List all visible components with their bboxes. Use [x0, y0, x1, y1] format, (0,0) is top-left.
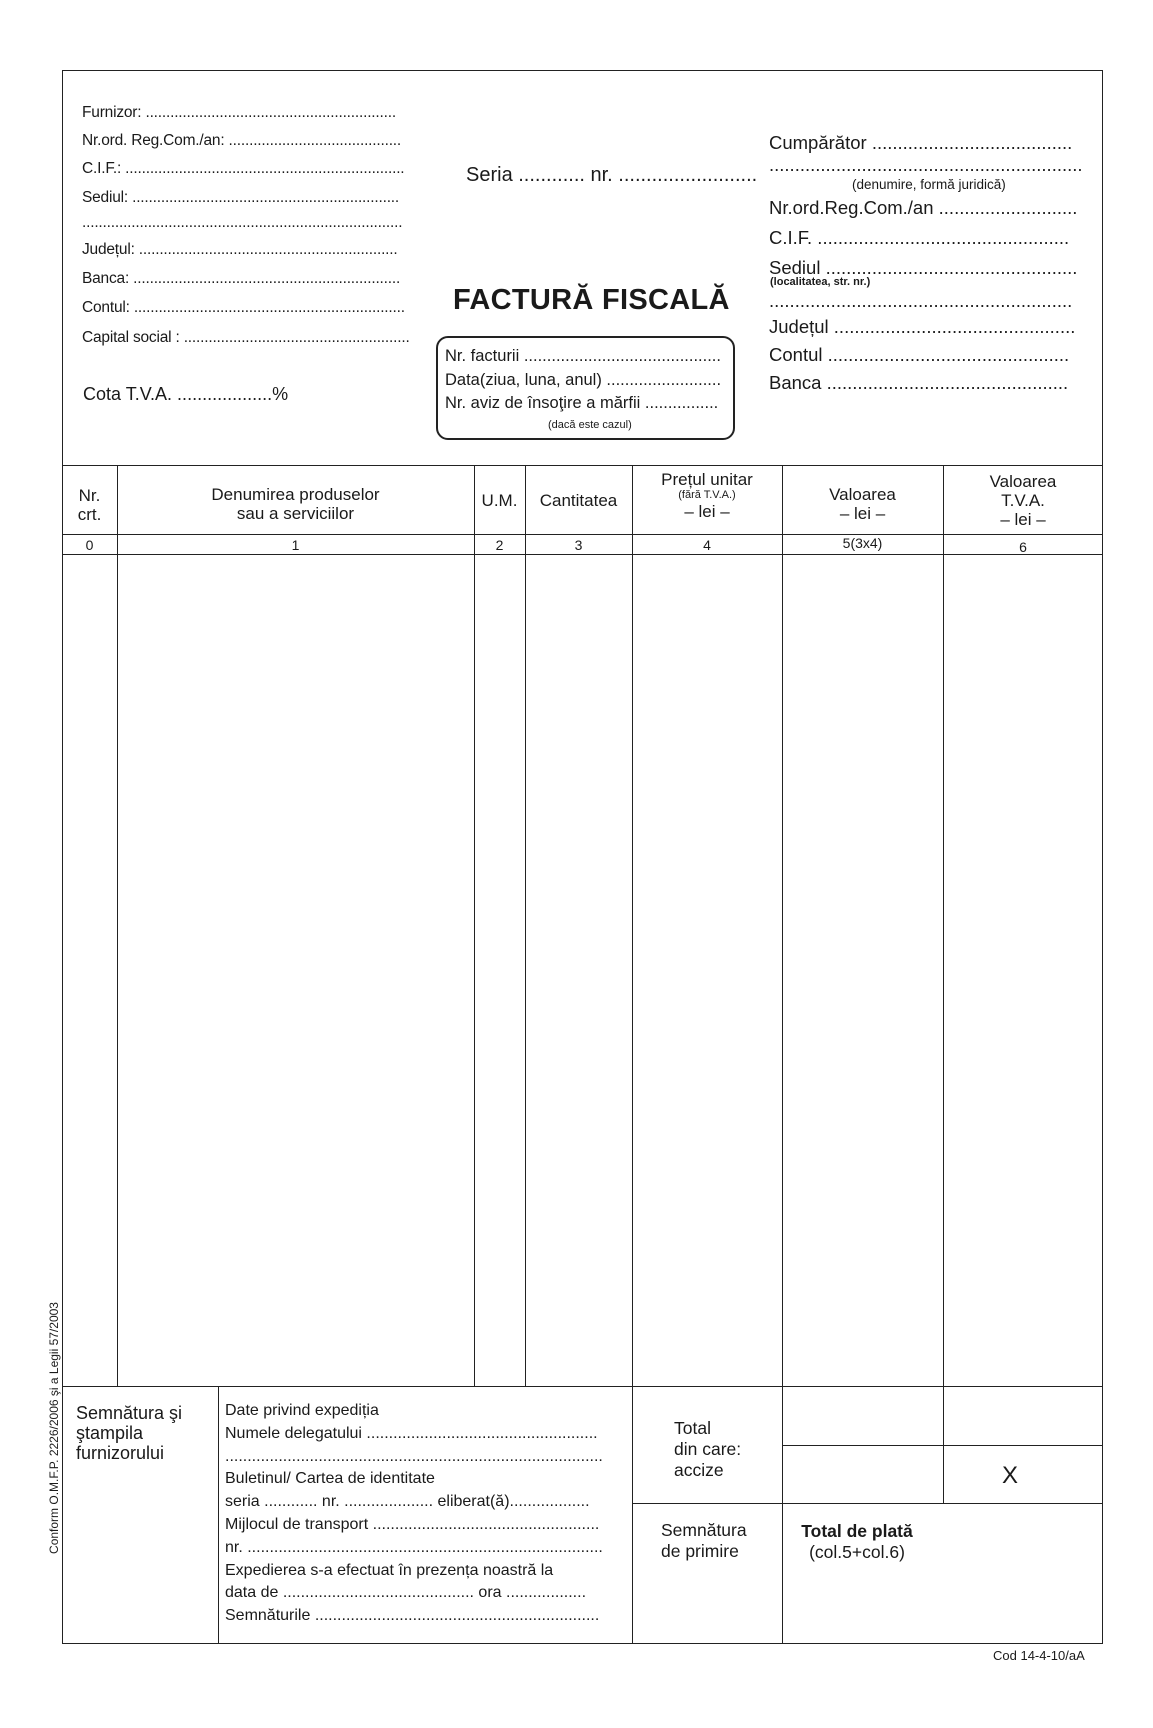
expedition-data-ora: data de ........................................... ora ..................: [225, 1584, 587, 1602]
col-number-3: 3: [574, 537, 583, 553]
box-nr-facturii: Nr. facturii ...........................................: [445, 347, 721, 365]
expedition-semnaturile: Semnăturile ................................................................: [225, 1607, 600, 1625]
invoice-title: FACTURĂ FISCALĂ: [453, 284, 730, 316]
col-header-valoarea-tva: [943, 472, 1103, 529]
supplier-cif: C.I.F.: ....................................................................: [82, 160, 405, 177]
header-bottom-border: [62, 534, 1103, 535]
supplier-sediul: Sediul: .................................................................: [82, 189, 400, 206]
col-number-4: 4: [703, 537, 711, 553]
buyer-contul: Contul ...............................................: [769, 344, 1070, 365]
col-header-crt: crt.: [77, 505, 102, 524]
col-divider-2: [525, 465, 526, 1386]
buyer-nr-ord: Nr.ord.Reg.Com./an ...........................: [769, 197, 1078, 218]
buyer-cumparator: Cumpărător .......................................: [769, 132, 1073, 153]
buyer-sediul: Sediul .................................................: [769, 257, 1078, 278]
legal-reference-text: Conform O.M.F.P. 2226/2006 şi a Legii 57/2003: [47, 1302, 61, 1554]
supplier-capital: Capital social : .......................................................: [82, 329, 410, 346]
col-header-denumirea-line1: Denumirea produselor: [211, 485, 380, 504]
footer-divider-sign: [218, 1386, 219, 1644]
expedition-nr: nr. ................................................................................: [225, 1538, 603, 1556]
total-plata-label: [782, 1521, 932, 1563]
signature-line1: Semnătura şi: [76, 1403, 183, 1423]
box-data: Data(ziua, luna, anul) .........................: [445, 371, 722, 389]
total-accize-label: [674, 1418, 741, 1481]
col-header-pret-line1: Prețul unitar: [661, 470, 753, 489]
col-header-pret-unit: – lei –: [684, 502, 730, 521]
footer-accize-line: [782, 1445, 1103, 1446]
box-aviz: Nr. aviz de însoţire a mărfii ................: [445, 394, 719, 412]
expedition-buletin: Buletinul/ Cartea de identitate: [225, 1470, 435, 1488]
supplier-signature-label: [76, 1403, 182, 1463]
col-number-6: 6: [1019, 539, 1027, 555]
col-header-tva-line2: T.V.A.: [1001, 491, 1045, 510]
col-header-valoarea-line1: Valoarea: [829, 485, 896, 504]
buyer-line-cont: ...........................................................: [769, 290, 1073, 311]
total-line2: din care:: [674, 1439, 742, 1459]
col-number-1: 1: [291, 537, 300, 553]
buyer-sediul-note: (localitatea, str. nr.): [770, 276, 871, 288]
col-header-tva-line1: Valoarea: [989, 472, 1057, 491]
total-plata-title: Total de plată: [801, 1521, 913, 1541]
x-mark: X: [1002, 1462, 1019, 1489]
expedition-title: Date privind expediția: [225, 1402, 379, 1419]
col-header-um: U.M.: [481, 491, 518, 510]
col-header-denumirea-line2: sau a serviciilor: [236, 504, 355, 523]
buyer-judetul: Județul ...............................................: [769, 316, 1076, 337]
buyer-banca: Banca ...............................................: [769, 372, 1069, 393]
col-number-2: 2: [495, 537, 504, 553]
expedition-prezenta: Expedierea s-a efectuat în prezența noastră la: [225, 1561, 554, 1579]
supplier-cota-tva: Cota T.V.A. ...................%: [83, 384, 289, 404]
supplier-sediul-cont: ..............................................................................: [82, 214, 403, 231]
col-header-tva-unit: – lei –: [1000, 510, 1046, 529]
receipt-line1: Semnătura: [661, 1520, 747, 1540]
col-header-valoarea-unit: – lei –: [839, 504, 886, 523]
supplier-nr-ord: Nr.ord. Reg.Com./an: ..........................................: [82, 132, 402, 149]
box-note: (dacă este cazul): [548, 419, 632, 431]
expedition-seria: seria ............ nr. .................... eliberat(ă)..................: [225, 1493, 590, 1511]
supplier-contul: Contul: ..................................................................: [82, 299, 405, 316]
supplier-furnizor: Furnizor: .............................................................: [82, 104, 396, 121]
col-divider-1: [474, 465, 475, 1386]
col-header-nr-crt: [62, 486, 117, 524]
col-header-valoarea: [782, 485, 943, 523]
seria-nr: Seria ............ nr. .........................: [466, 164, 758, 186]
supplier-judetul: Județul: ...............................................................: [82, 241, 398, 258]
col-header-pret-note: (fără T.V.A.): [678, 489, 736, 501]
signature-line2: ştampila: [76, 1423, 144, 1443]
form-code: Cod 14-4-10/aA: [993, 1648, 1085, 1663]
expedition-transport: Mijlocul de transport ...................................................: [225, 1515, 600, 1533]
table-top-border: [62, 465, 1103, 466]
total-line1: Total: [674, 1418, 711, 1438]
col-header-nr: Nr.: [78, 486, 101, 505]
receipt-signature-label: [661, 1520, 747, 1562]
total-line3: accize: [674, 1460, 724, 1480]
expedition-delegat: Numele delegatului ....................................................: [225, 1424, 598, 1442]
footer-total-line: [632, 1503, 1103, 1504]
col-divider-0: [117, 465, 118, 1386]
total-plata-formula: (col.5+col.6): [809, 1542, 905, 1562]
expedition-details: [225, 1400, 603, 1628]
col-header-pret-unitar: [632, 470, 782, 521]
buyer-note: (denumire, formă juridică): [852, 177, 1006, 192]
col-divider-4: [782, 465, 783, 1644]
buyer-cif: C.I.F. .................................................: [769, 227, 1070, 248]
supplier-banca: Banca: .................................................................: [82, 270, 401, 287]
buyer-line2: .............................................................: [769, 154, 1083, 175]
signature-line3: furnizorului: [76, 1443, 165, 1463]
col-number-0: 0: [85, 537, 94, 553]
col-header-cantitatea: Cantitatea: [539, 491, 618, 510]
expedition-delegat-cont: .....................................................................................: [225, 1447, 603, 1465]
col-divider-3: [632, 465, 633, 1644]
col-divider-5: [943, 465, 944, 1503]
col-number-5: 5(3x4): [842, 535, 883, 551]
col-header-denumirea: [117, 485, 474, 523]
receipt-line2: de primire: [661, 1541, 739, 1561]
